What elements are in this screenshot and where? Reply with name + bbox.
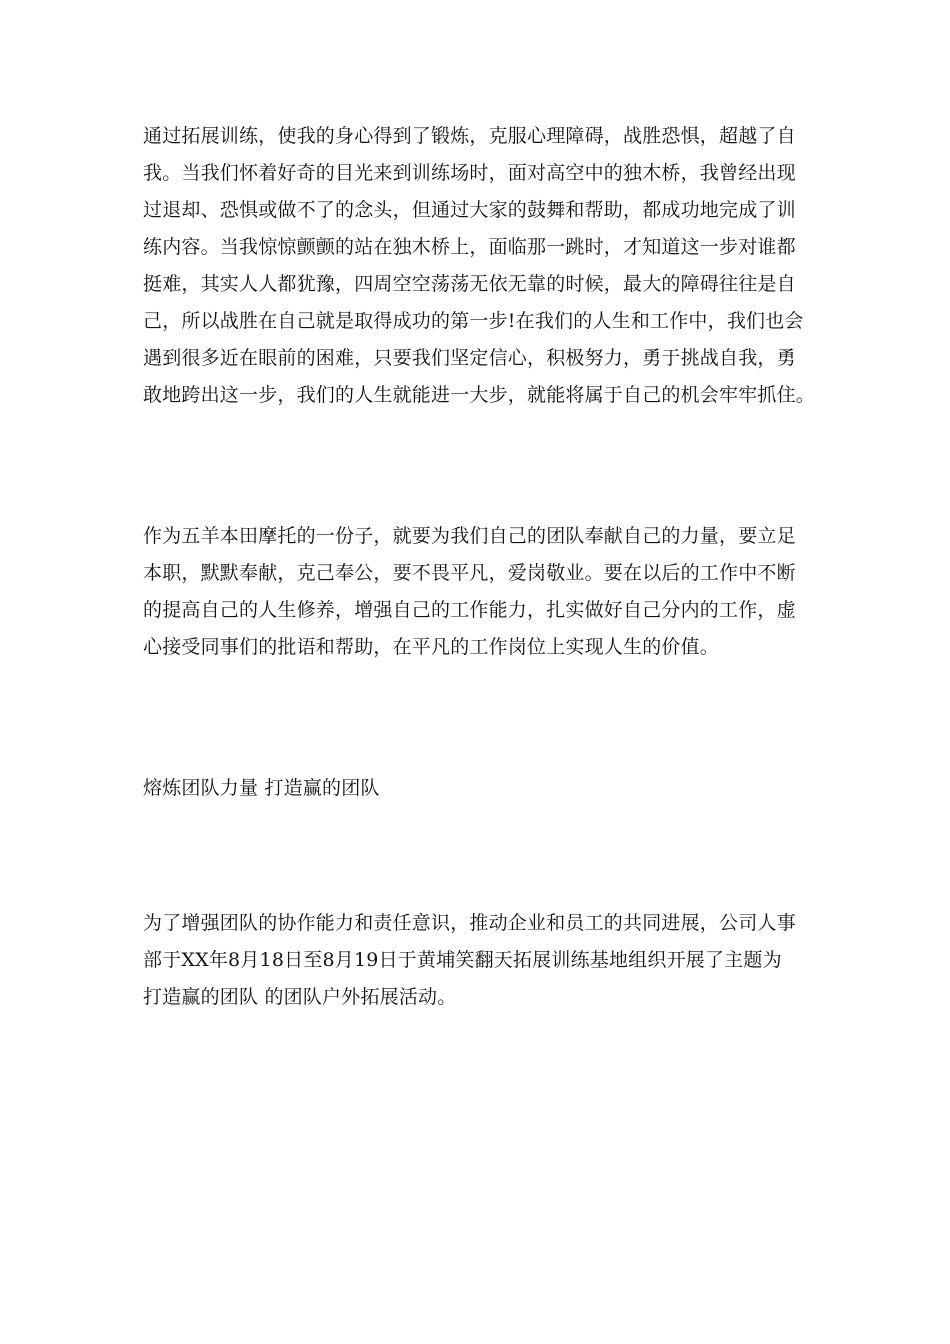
paragraph-line: 过退却、恐惧或做不了的念头，但通过大家的鼓舞和帮助，都成功地完成了训: [143, 199, 796, 221]
paragraph-line: 打造赢的团队 的团队户外拓展活动。: [143, 986, 457, 1008]
paragraph-line: 的提高自己的人生修养，增强自己的工作能力，扎实做好自己分内的工作，虚: [143, 599, 796, 621]
paragraph-line: 遇到很多近在眼前的困难，只要我们坚定信心，积极努力，勇于挑战自我，勇: [143, 347, 796, 369]
paragraph-line: 通过拓展训练，使我的身心得到了锻炼，克服心理障碍，战胜恐惧，超越了自: [143, 125, 796, 147]
paragraph-line: 我。当我们怀着好奇的目光来到训练场时，面对高空中的独木桥，我曾经出现: [143, 162, 796, 184]
paragraph-line: 本职，默默奉献，克己奉公，要不畏平凡，爱岗敬业。要在以后的工作中不断: [143, 562, 796, 584]
paragraph-line: 为了增强团队的协作能力和责任意识，推动企业和员工的共同进展，公司人事: [143, 912, 796, 934]
paragraph-line: 挺难，其实人人都犹豫，四周空空荡荡无依无靠的时候，最大的障碍往往是自: [143, 273, 796, 295]
paragraph-line: 练内容。当我惊惊颤颤的站在独木桥上，面临那一跳时，才知道这一步对谁都: [143, 236, 796, 258]
paragraph-line: 部于XX年8月18日至8月19日于黄埔笑翻天拓展训练基地组织开展了主题为: [143, 949, 782, 971]
paragraph-line: 作为五羊本田摩托的一份子，就要为我们自己的团队奉献自己的力量，要立足: [143, 525, 796, 547]
paragraph-line: 己，所以战胜在自己就是取得成功的第一步!在我们的人生和工作中，我们也会: [143, 310, 804, 332]
section-heading: 熔炼团队力量 打造赢的团队: [143, 777, 380, 799]
paragraph-line: 敢地跨出这一步，我们的人生就能进一大步，就能将属于自己的机会牢牢抓住。: [143, 384, 816, 406]
paragraph-line: 心接受同事们的批语和帮助，在平凡的工作岗位上实现人生的价值。: [143, 636, 720, 658]
